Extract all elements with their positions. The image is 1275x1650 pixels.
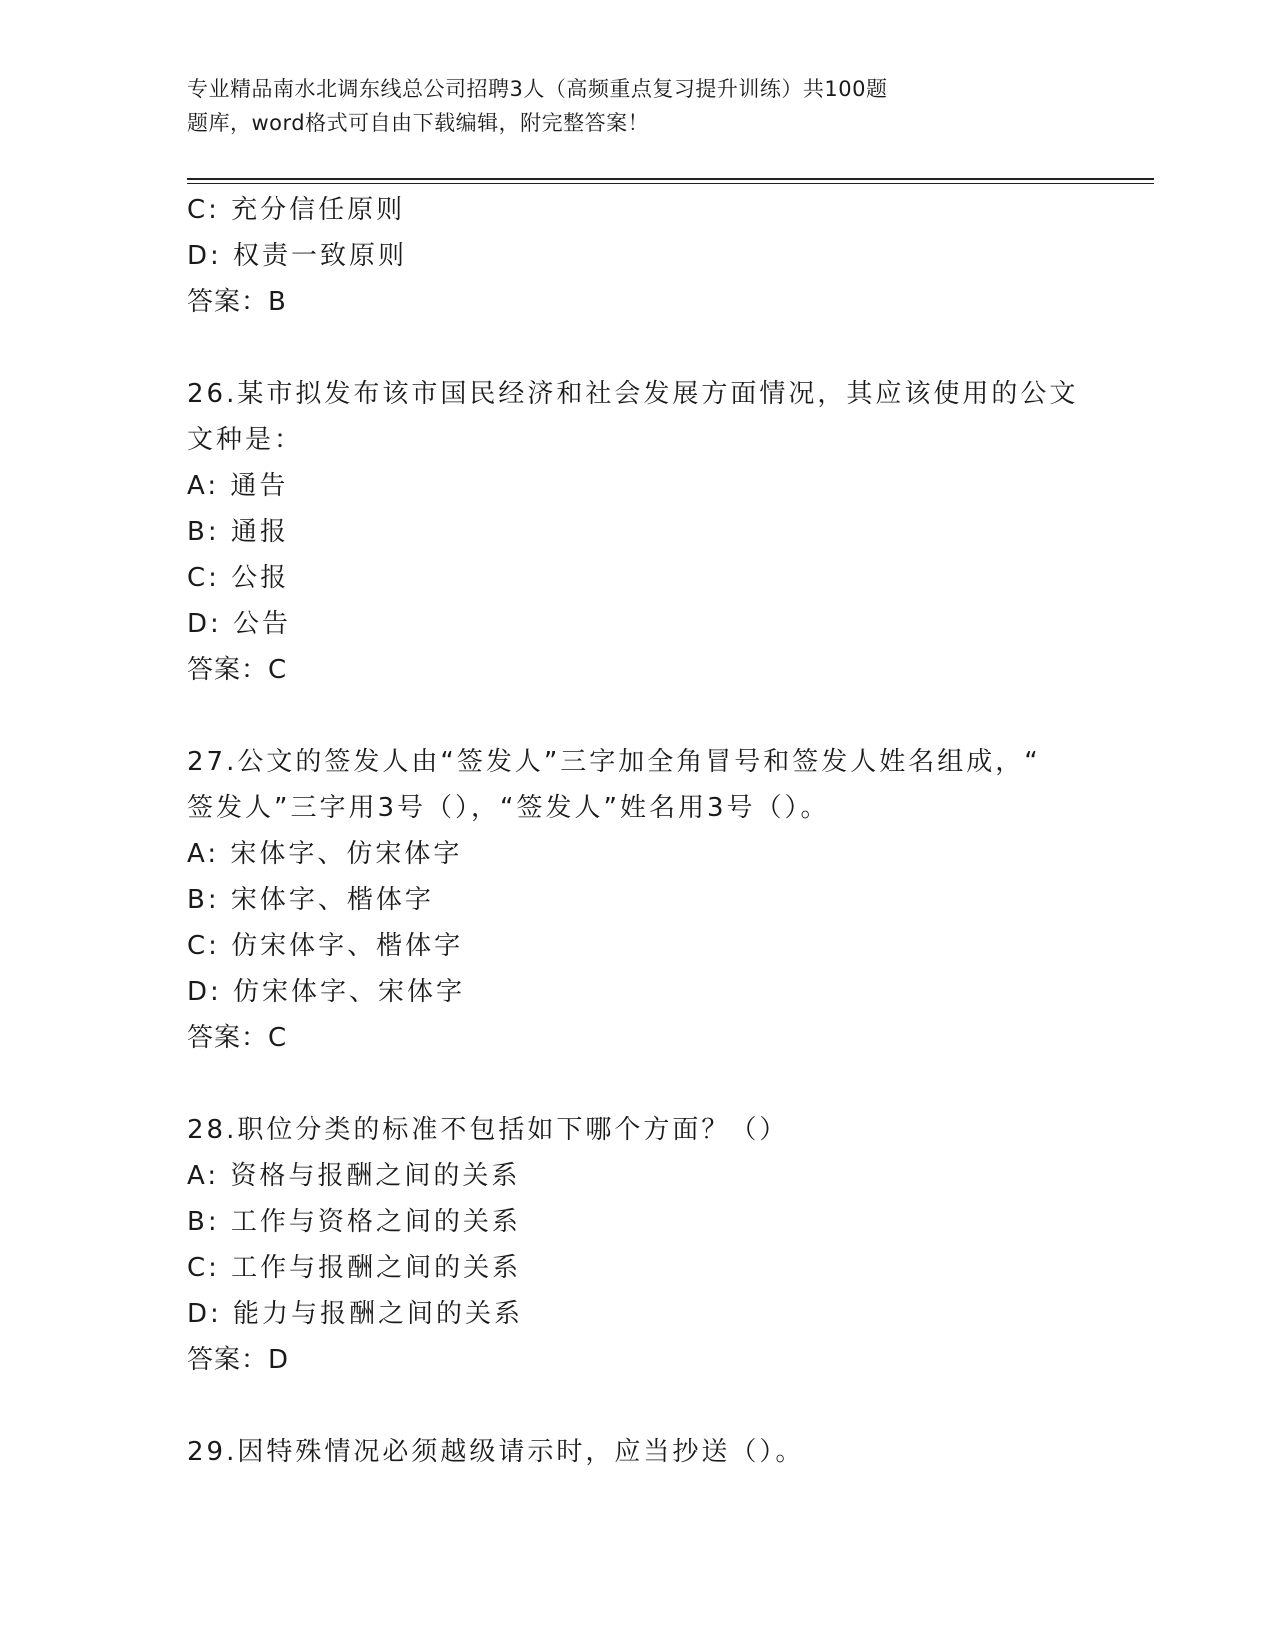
question-list — [187, 187, 1087, 1475]
header-divider-thin — [187, 183, 1154, 184]
option-b: B: 宋体字、楷体字 — [187, 885, 434, 915]
header-title-line-2: 题库，word格式可自由下载编辑，附完整答案！ — [187, 111, 650, 135]
option-a: A: 资格与报酬之间的关系 — [187, 1161, 521, 1191]
question-25-remainder — [187, 187, 1087, 325]
answer-line: 答案：D — [187, 1345, 290, 1375]
question-spacer — [187, 1383, 1087, 1429]
question-spacer — [187, 693, 1087, 739]
question-spacer — [187, 325, 1087, 371]
question-26 — [187, 371, 1087, 693]
question-27 — [187, 739, 1087, 1061]
option-b: B: 通报 — [187, 517, 289, 547]
option-c: C: 充分信任原则 — [187, 195, 406, 225]
question-stem: 27.公文的签发人由“签发人”三字加全角冒号和签发人姓名组成，“ — [187, 747, 1041, 777]
question-stem: 26.某市拟发布该市国民经济和社会发展方面情况，其应该使用的公文 — [187, 379, 1079, 409]
answer-line: 答案：C — [187, 655, 288, 685]
option-d: D: 公告 — [187, 609, 292, 639]
question-29 — [187, 1429, 1087, 1475]
option-d: D: 仿宋体字、宋体字 — [187, 977, 466, 1007]
option-b: B: 工作与资格之间的关系 — [187, 1207, 521, 1237]
question-stem: 29.因特殊情况必须越级请示时，应当抄送（）。 — [187, 1437, 805, 1467]
option-a: A: 宋体字、仿宋体字 — [187, 839, 463, 869]
question-spacer — [187, 1061, 1087, 1107]
question-stem-continued: 签发人”三字用3号（），“签发人”姓名用3号（）。 — [187, 793, 830, 823]
option-d: D: 权责一致原则 — [187, 241, 408, 271]
option-c: C: 公报 — [187, 563, 290, 593]
header-title-line-1: 专业精品南水北调东线总公司招聘3人（高频重点复习提升训练）共100题 — [187, 77, 888, 101]
page-header — [187, 72, 1067, 140]
question-stem: 28.职位分类的标准不包括如下哪个方面？（） — [187, 1115, 789, 1145]
option-c: C: 工作与报酬之间的关系 — [187, 1253, 522, 1283]
option-a: A: 通告 — [187, 471, 289, 501]
answer-line: 答案：B — [187, 287, 287, 317]
option-c: C: 仿宋体字、楷体字 — [187, 931, 464, 961]
option-d: D: 能力与报酬之间的关系 — [187, 1299, 524, 1329]
answer-line: 答案：C — [187, 1023, 288, 1053]
question-28 — [187, 1107, 1087, 1383]
question-stem-continued: 文种是： — [187, 425, 304, 455]
header-divider-thick — [187, 178, 1154, 180]
